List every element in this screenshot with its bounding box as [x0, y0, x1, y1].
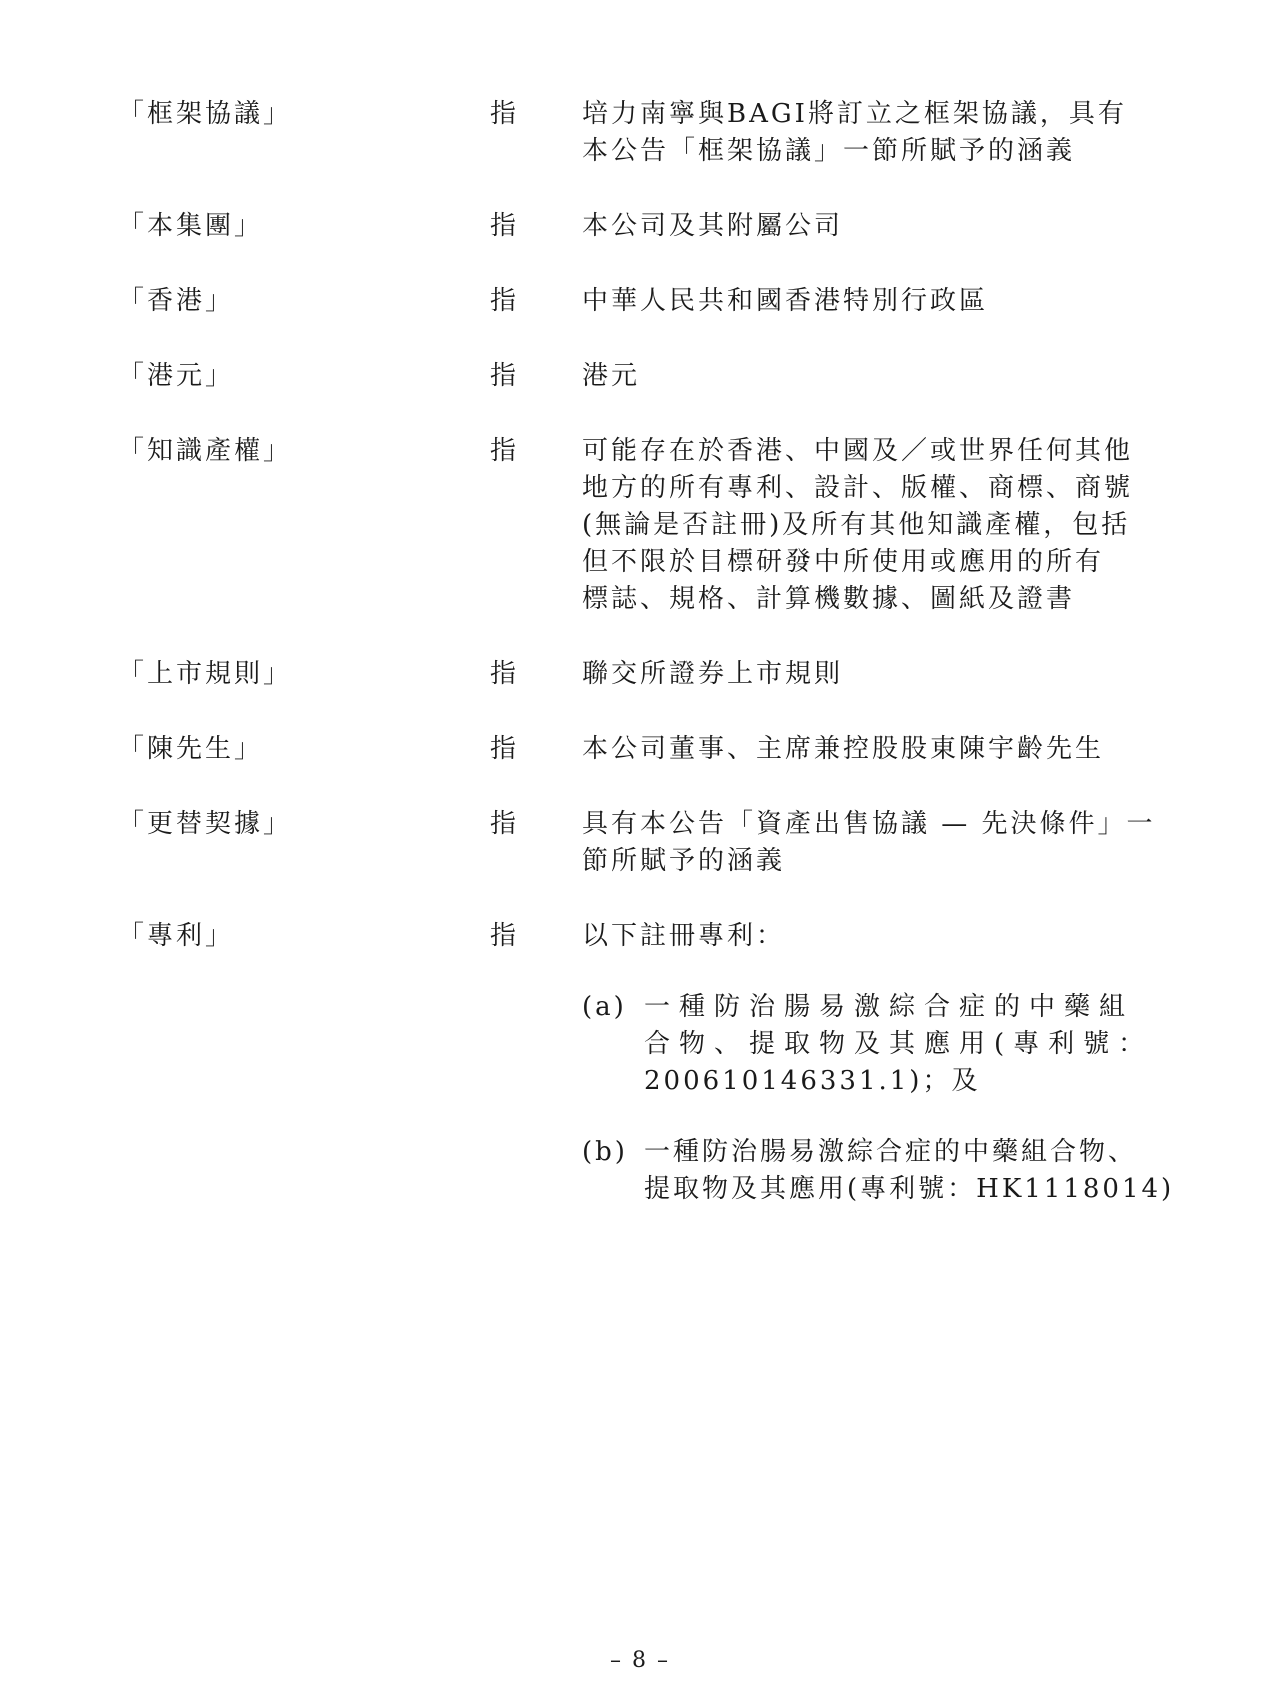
definition-row	[118, 731, 1180, 768]
definition-term: 「港元」	[118, 361, 235, 391]
definition-text	[582, 208, 1172, 245]
definition-term: 「本集團」	[118, 211, 264, 241]
definition-row	[118, 208, 1180, 245]
patent-list	[582, 989, 1175, 1208]
definition-means: 指	[490, 659, 517, 689]
definition-means: 指	[490, 436, 517, 466]
definition-row	[118, 918, 1180, 1242]
definition-line: 以下註冊專利：	[582, 921, 786, 951]
definition-text	[582, 96, 1172, 170]
definition-term: 「專利」	[118, 921, 235, 951]
page-number: – 8 –	[610, 1648, 670, 1673]
definition-line: 可能存在於香港、中國及／或世界任何其他	[582, 436, 1134, 466]
definition-line: 聯交所證券上市規則	[582, 659, 844, 689]
definition-means: 指	[490, 99, 517, 129]
patent-item-label: (a)	[582, 992, 627, 1022]
definition-row	[118, 358, 1180, 395]
definition-text	[582, 806, 1172, 880]
definition-line: 節所賦予的涵義	[582, 846, 786, 876]
definition-term: 「框架協議」	[118, 99, 293, 129]
definition-means: 指	[490, 286, 517, 316]
definition-row	[118, 283, 1180, 320]
definition-text	[582, 283, 1172, 320]
definition-line: 標誌、規格、計算機數據、圖紙及證書	[582, 584, 1076, 614]
definition-text	[582, 731, 1172, 768]
definition-term: 「陳先生」	[118, 734, 264, 764]
definition-line: 港元	[582, 361, 641, 391]
patent-item-line: 提取物及其應用(專利號：HK1118014)	[644, 1174, 1175, 1204]
patent-item-line: 200610146331.1)；及	[644, 1066, 981, 1096]
definition-text	[582, 358, 1172, 395]
definition-text	[582, 656, 1172, 693]
definition-line: 但不限於目標研發中所使用或應用的所有	[582, 547, 1105, 577]
patent-item-text	[644, 989, 1172, 1100]
definition-line: (無論是否註冊)及所有其他知識產權，包括	[582, 510, 1131, 540]
definition-line: 本公司及其附屬公司	[582, 211, 844, 241]
definition-text	[582, 918, 1175, 1242]
definition-means: 指	[490, 809, 517, 839]
patent-item-line: 一種防治腸易激綜合症的中藥組	[644, 992, 1135, 1022]
definition-line: 中華人民共和國香港特別行政區	[582, 286, 989, 316]
patent-item-label: (b)	[582, 1137, 628, 1167]
definition-term: 「更替契據」	[118, 809, 293, 839]
definition-term: 「上市規則」	[118, 659, 293, 689]
definitions-list	[118, 96, 1180, 1280]
patent-item	[582, 989, 1172, 1100]
patent-item-line: 合物、提取物及其應用(專利號：	[644, 1029, 1154, 1059]
definition-row	[118, 806, 1180, 880]
definition-line: 具有本公告「資產出售協議 — 先決條件」一	[582, 809, 1156, 839]
definition-row	[118, 433, 1180, 618]
definition-line: 培力南寧與BAGI將訂立之框架協議，具有	[582, 99, 1127, 129]
definition-text	[582, 433, 1172, 618]
patent-item-text	[644, 1134, 1175, 1208]
definition-means: 指	[490, 361, 517, 391]
definition-term: 「知識產權」	[118, 436, 293, 466]
definition-row	[118, 656, 1180, 693]
definition-means: 指	[490, 734, 517, 764]
definition-means: 指	[490, 921, 517, 951]
definition-means: 指	[490, 211, 517, 241]
definition-term: 「香港」	[118, 286, 235, 316]
patent-item-line: 一種防治腸易激綜合症的中藥組合物、	[644, 1137, 1138, 1167]
patent-item	[582, 1134, 1175, 1208]
definition-line: 本公司董事、主席兼控股股東陳宇齡先生	[582, 734, 1105, 764]
definition-line: 本公告「框架協議」一節所賦予的涵義	[582, 136, 1076, 166]
definition-row	[118, 96, 1180, 170]
definition-line: 地方的所有專利、設計、版權、商標、商號	[582, 473, 1134, 503]
